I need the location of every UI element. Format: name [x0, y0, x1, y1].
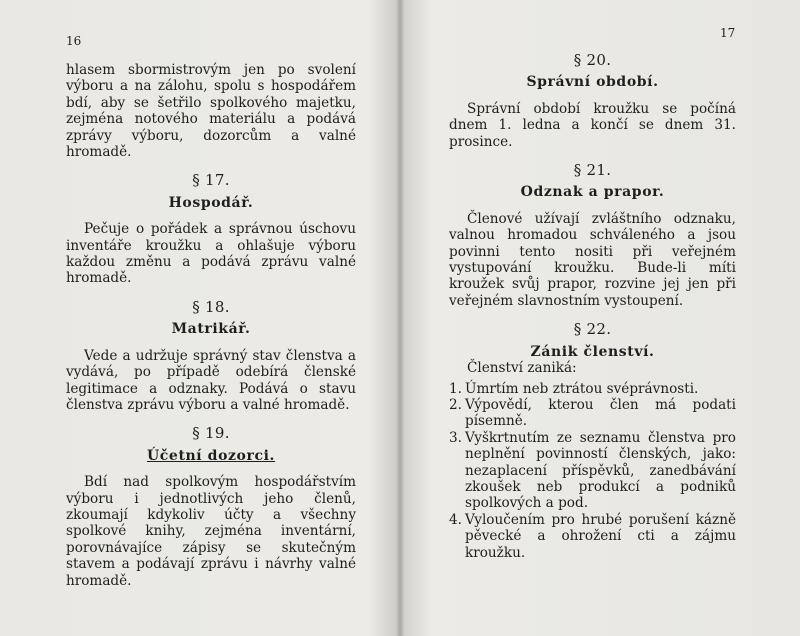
- continuation-paragraph: hlasem sbormistrovým jen po svolení výboru a na zálohu, spolu s hospodářem bdí, aby se šetřilo spolkového majetku, zejména notového materiálu a podává zprávy výboru, dozorcům a valné hromadě.: [66, 62, 356, 161]
- section-number: § 18.: [192, 297, 230, 316]
- section-title: Zánik členství.: [530, 343, 655, 360]
- section-title: Odznak a prapor.: [520, 184, 665, 201]
- section-title: Matrikář.: [171, 321, 251, 338]
- list-item: [449, 381, 736, 397]
- section-number: § 20.: [573, 51, 612, 69]
- left-text-column: [66, 62, 356, 589]
- section-title: Účetní dozorci.: [147, 447, 275, 464]
- left-page: [0, 0, 398, 636]
- section-title: Správní období.: [526, 74, 659, 91]
- section-paragraph: Bdí nad spolkovým hospodářstvím výboru i jednotlivých jeho členů, zkoumají kdykoliv účty a všechny spolkové knihy, zejména inventární, porovnávajíce zápisy se skutečným stavem a podávají zprávu i návrhy valné hromadě.: [66, 474, 356, 589]
- section-number: § 19.: [192, 424, 230, 443]
- list-item: [449, 512, 736, 561]
- list-item-text: Úmrtím neb ztrátou svéprávnosti.: [465, 380, 699, 397]
- section-intro: Členství zaniká:: [467, 360, 577, 377]
- section-paragraph: Členové užívají zvláštního odznaku, valnou hromadou schváleného a jsou povinni tento nositi při veřejném vystupování kroužku. Bude-li míti kroužek svůj prapor, rozvine jej jen při veřejném slavnostním vystoupení.: [449, 210, 736, 309]
- page-number: 16: [66, 34, 82, 48]
- list-item: [449, 430, 736, 512]
- termination-list: [449, 381, 736, 561]
- section-number: § 17.: [192, 171, 230, 190]
- list-item-number: 3.: [449, 429, 462, 446]
- section-paragraph: Správní období kroužku se počíná dnem 1. ledna a končí se dnem 31. prosince.: [449, 100, 736, 150]
- list-item-text: Vyloučením pro hrubé porušení kázně pěvecké a ohrožení cti a zájmu kroužku.: [465, 511, 736, 561]
- section-number: § 22.: [573, 320, 612, 339]
- list-item-number: 4.: [449, 511, 462, 528]
- section-paragraph: Vede a udržuje správný stav členstva a vydává, po případě odebírá členské legitimace a odznaky. Podává o stavu členstva zprávu výboru a valné hromadě.: [66, 347, 356, 413]
- section-title: Hospodář.: [168, 194, 254, 211]
- list-item-text: Výpovědí, kterou člen má podati písemně.: [465, 396, 736, 430]
- section-number: § 21.: [573, 161, 612, 180]
- right-page: [402, 0, 800, 636]
- list-item-number: 2.: [449, 396, 462, 413]
- list-item: [449, 397, 736, 430]
- page-number: 17: [720, 26, 736, 40]
- list-item-number: 1.: [449, 380, 462, 397]
- list-item-text: Vyškrtnutím ze seznamu členstva pro neplnění povinností členských, jako: nezaplacení příspěvků, zanedbávání zkoušek neb produkcí a podniků spolkových a pod.: [465, 429, 736, 512]
- right-text-column: [449, 52, 736, 561]
- section-paragraph: Pečuje o pořádek a správnou úschovu inventáře kroužku a ohlašuje výboru každou změnu a podává zprávu valné hromadě.: [66, 221, 356, 287]
